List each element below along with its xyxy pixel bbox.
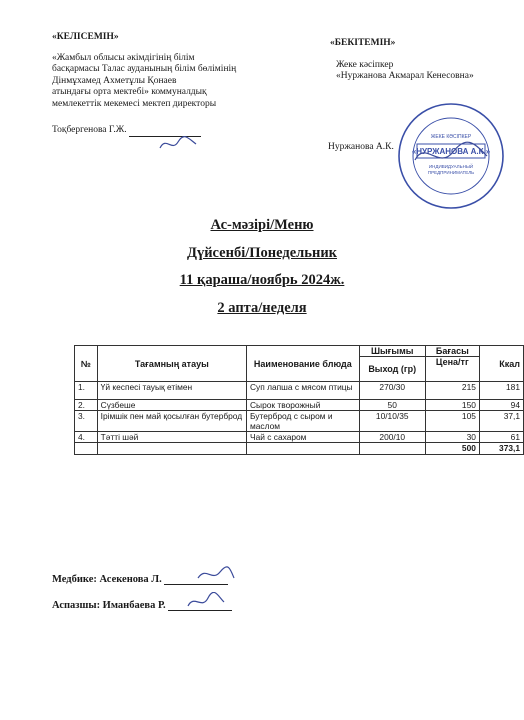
table-header-row xyxy=(75,346,524,357)
header-output-kz: Шығымы xyxy=(359,346,425,357)
cell-output: 270/30 xyxy=(359,382,425,400)
svg-text:ЖЕКЕ КӘСІПКЕР: ЖЕКЕ КӘСІПКЕР xyxy=(430,134,472,140)
header-name-ru: Наименование блюда xyxy=(247,346,360,382)
table-row xyxy=(75,432,524,443)
cell-num: 3. xyxy=(75,411,98,432)
cell-name-ru: Суп лапша с мясом птицы xyxy=(247,382,360,400)
cell-num: 1. xyxy=(75,382,98,400)
approval-right-role: Жеке кәсіпкер xyxy=(336,59,394,70)
header-kcal: Ккал xyxy=(479,346,523,382)
cell-name-ru: Бутерброд с сыром и маслом xyxy=(247,411,360,432)
cell-price: 105 xyxy=(425,411,479,432)
header-price-ru: Цена/тг xyxy=(425,357,479,382)
header-name-kz: Тағамның атауы xyxy=(97,346,246,382)
cell-num: 4. xyxy=(75,432,98,443)
approval-left-line: атындағы орта мектебі» коммуналдық xyxy=(52,87,207,97)
menu-table xyxy=(74,345,524,455)
cook-signature: Аспазшы: Иманбаева Р. xyxy=(52,600,166,611)
total-price: 500 xyxy=(425,443,479,455)
table-row xyxy=(75,382,524,400)
approval-left-line: Дінмұхамед Ахметұлы Қонаев xyxy=(52,75,177,86)
approval-right-signer: Нуржанова А.К. xyxy=(328,142,394,152)
cell-kcal: 61 xyxy=(479,432,523,443)
table-row xyxy=(75,400,524,411)
date-title: 11 қараша/ноябрь 2024ж. xyxy=(179,272,345,288)
cell-name-kz: Үй кеспесі тауық етімен xyxy=(97,382,246,400)
cell-name-kz: Тәтті шәй xyxy=(97,432,246,443)
approval-left-line: мемлекеттік мекемесі мектеп директоры xyxy=(52,98,217,109)
day-title: Дүйсенбі/Понедельник xyxy=(186,245,338,261)
menu-title: Ас-мәзірі/Меню xyxy=(210,217,314,233)
cell-name-ru: Чай с сахаром xyxy=(247,432,360,443)
svg-text:ПРЕДПРИНИМАТЕЛЬ: ПРЕДПРИНИМАТЕЛЬ xyxy=(427,170,475,175)
cell-empty xyxy=(97,443,246,455)
svg-text:«НУРЖАНОВА А.К.»: «НУРЖАНОВА А.К.» xyxy=(411,147,491,156)
cell-name-ru: Сырок творожный xyxy=(247,400,360,411)
cell-kcal: 94 xyxy=(479,400,523,411)
cell-price: 30 xyxy=(425,432,479,443)
cell-kcal: 37,1 xyxy=(479,411,523,432)
cell-name-kz: Ірімшік пен май қосылған бутерброд xyxy=(97,411,246,432)
svg-text:ИНДИВИДУАЛЬНЫЙ: ИНДИВИДУАЛЬНЫЙ xyxy=(428,164,474,169)
cell-price: 215 xyxy=(425,382,479,400)
approval-left-line: басқармасы Талас ауданының білім бөлімінің xyxy=(52,64,237,74)
week-title: 2 апта/неделя xyxy=(217,300,307,316)
cell-output: 50 xyxy=(359,400,425,411)
cell-kcal: 181 xyxy=(479,382,523,400)
signature-scribble-medic xyxy=(196,566,236,584)
total-kcal: 373,1 xyxy=(479,443,523,455)
approval-left-signer: Тоқбергенова Г.Ж. xyxy=(52,125,127,135)
table-total-row xyxy=(75,443,524,455)
signature-scribble-cook xyxy=(186,592,226,610)
approval-right-header: «БЕКІТЕМІН» xyxy=(330,38,396,48)
approval-right-name: «Нуржанова Акмарал Кенесовна» xyxy=(336,71,474,81)
cell-empty xyxy=(247,443,360,455)
cell-empty xyxy=(75,443,98,455)
approval-left-line: «Жамбыл облысы әкімдігінің білім xyxy=(52,52,195,63)
header-output-ru: Выход (гр) xyxy=(359,357,425,382)
cell-num: 2. xyxy=(75,400,98,411)
cell-name-kz: Сүзбеше xyxy=(97,400,246,411)
cell-empty xyxy=(359,443,425,455)
approval-left-header: «КЕЛІСЕМІН» xyxy=(52,32,119,42)
header-num: № xyxy=(75,346,98,382)
table-row xyxy=(75,411,524,432)
cell-price: 150 xyxy=(425,400,479,411)
header-price-kz: Бағасы xyxy=(425,346,479,357)
cell-output: 10/10/35 xyxy=(359,411,425,432)
medic-signature: Медбике: Асекенова Л. xyxy=(52,574,162,585)
signature-scribble-left xyxy=(158,134,198,154)
approval-right xyxy=(330,38,520,83)
approval-left xyxy=(52,32,292,137)
stamp-seal xyxy=(395,100,507,212)
cell-output: 200/10 xyxy=(359,432,425,443)
